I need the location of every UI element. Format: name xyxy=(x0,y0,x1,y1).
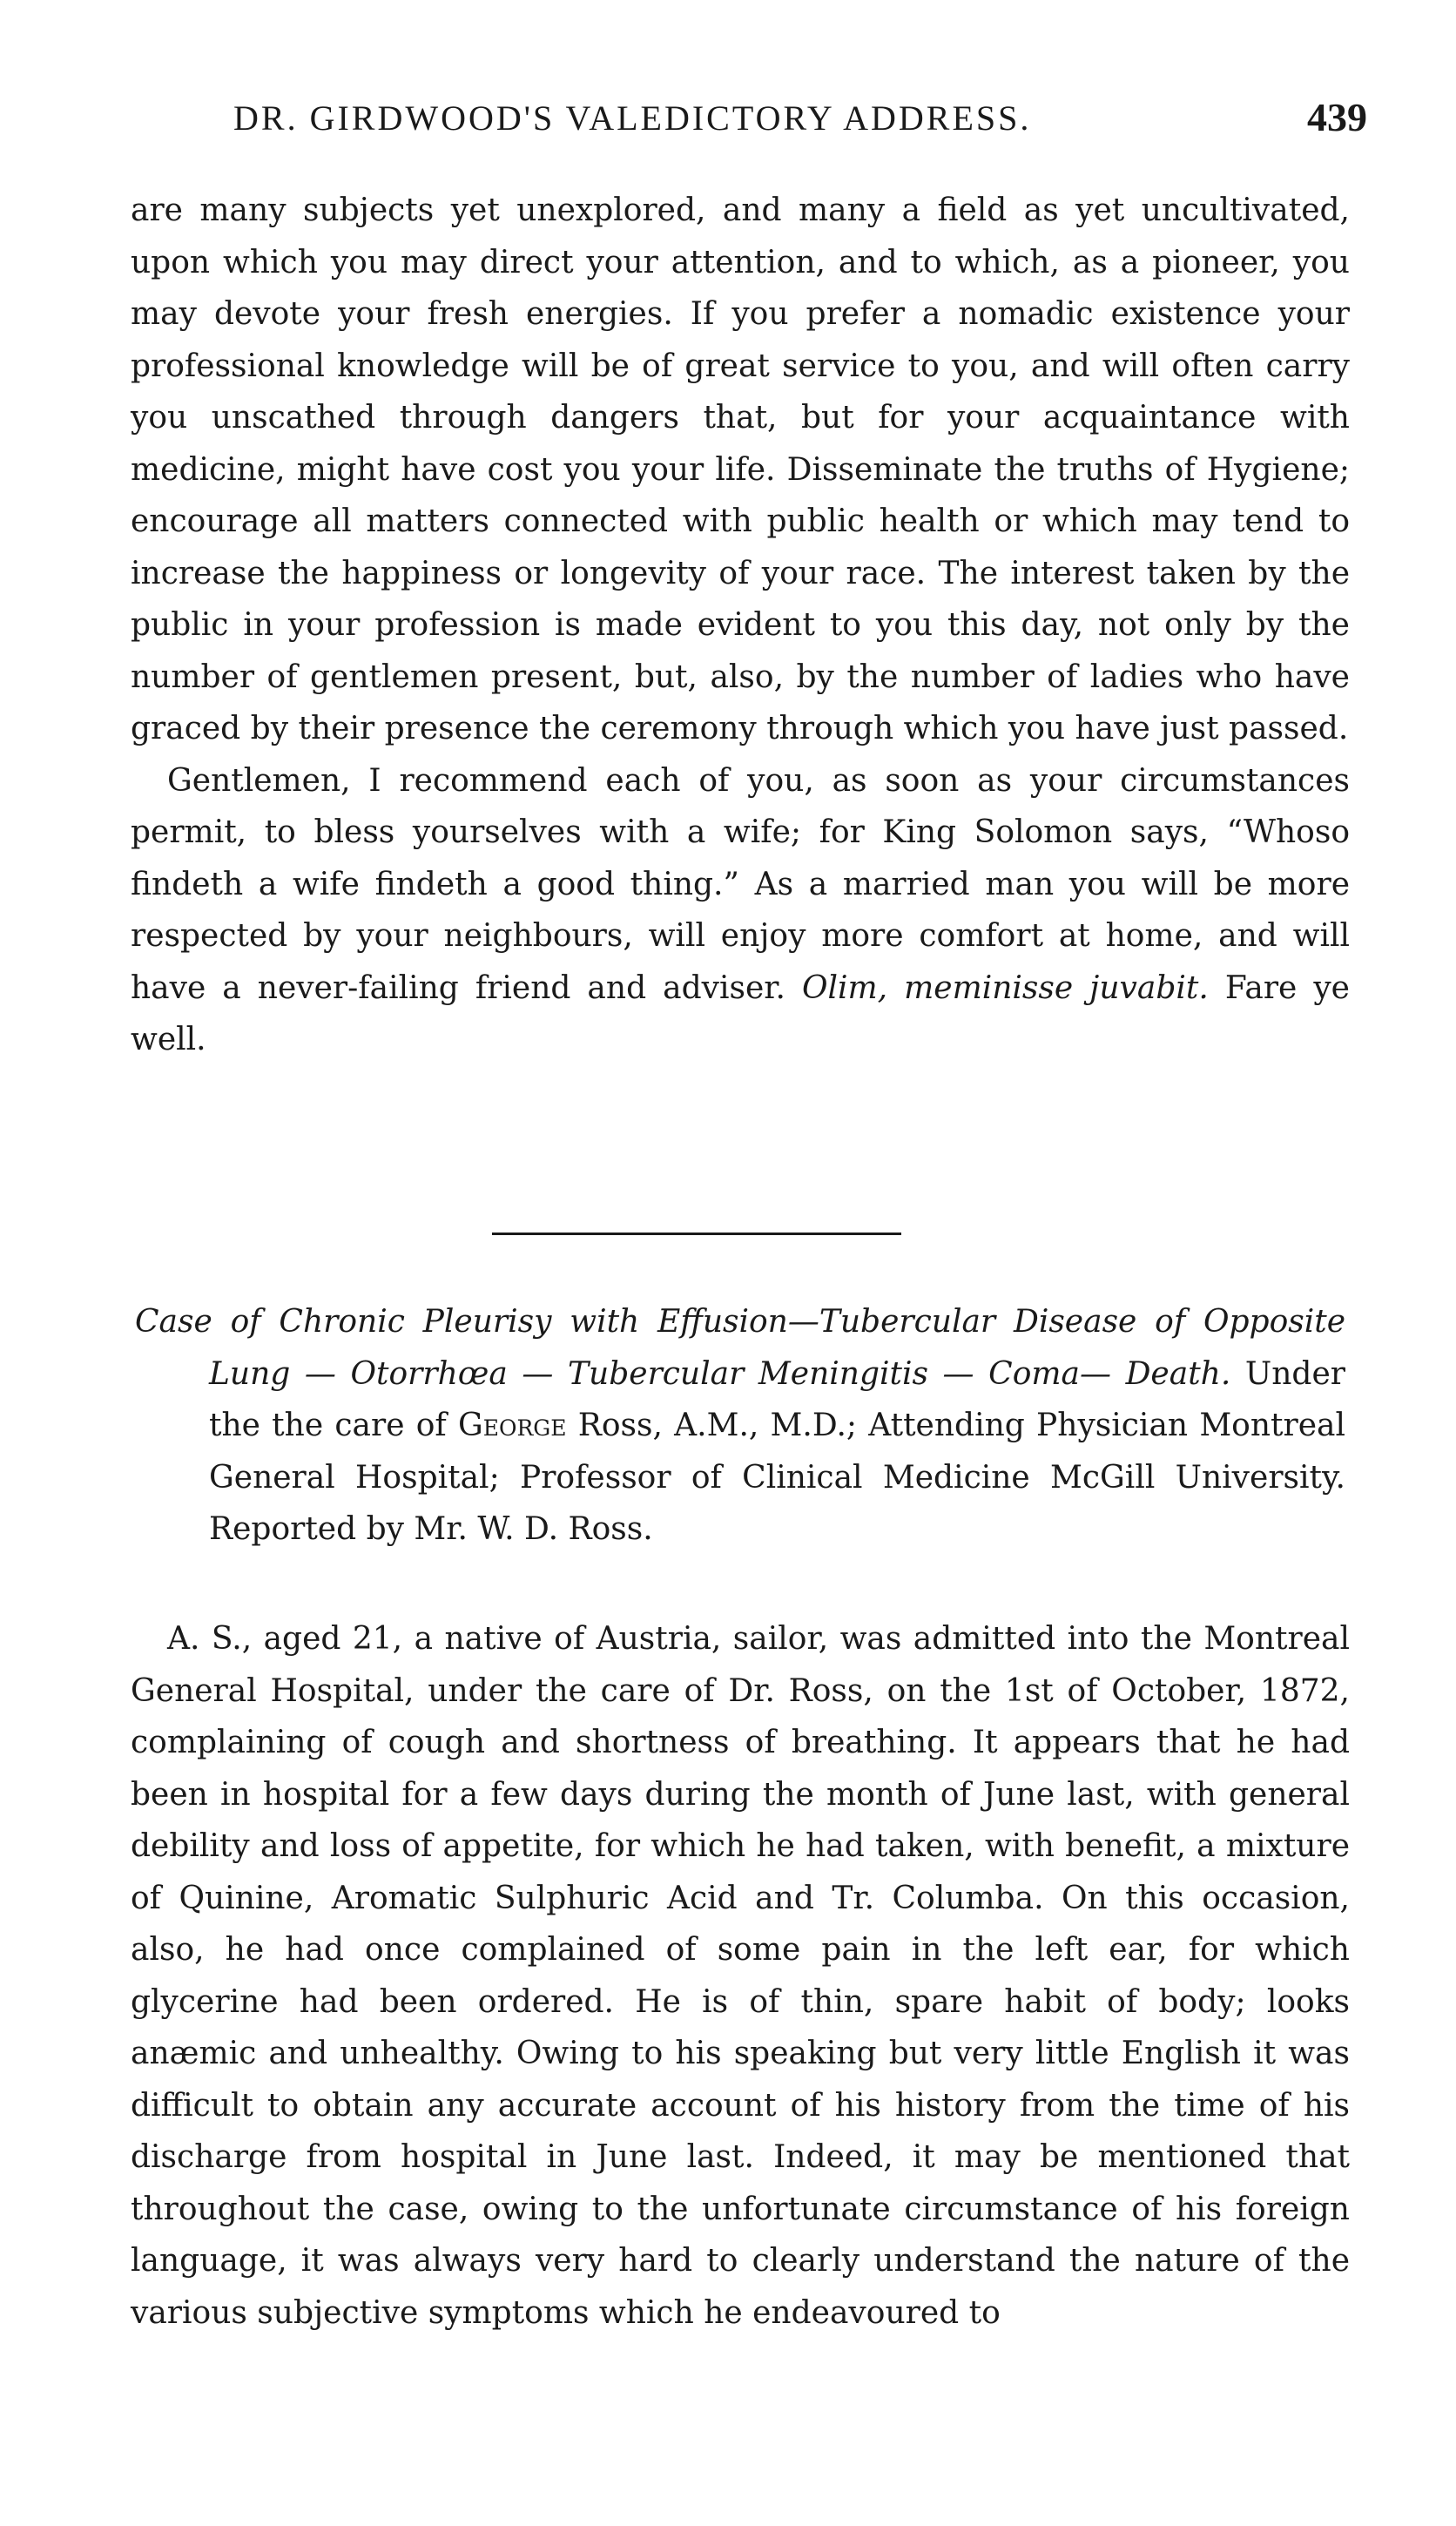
farewell: Fare ye well. xyxy=(131,969,1350,1057)
case-title-block xyxy=(135,1296,1345,1556)
care-details: Ross, A.M., M.D.; Attending Physician Montreal General Hospital; Professor of Clinical Medicine McGill University. Reported by Mr. W. D. Ross. xyxy=(209,1408,1345,1547)
case-title: Case of Chronic Pleurisy with Effusion—Tubercular Disease of Opposite Lung — Otorrhœa — Tubercular Meningitis — Coma— Death. xyxy=(135,1304,1345,1392)
physician-first-name: George xyxy=(457,1408,567,1443)
running-title: DR. GIRDWOOD'S VALEDICTORY ADDRESS. xyxy=(233,98,1032,138)
page-number: 439 xyxy=(1307,95,1367,139)
latin-quote: Olim, meminisse juvabit. xyxy=(802,969,1209,1006)
section-divider xyxy=(492,1233,901,1235)
address-paragraph: are many subjects yet unexplored, and many a field as yet uncultivated, upon which you may direct your attention, and to which, as a pioneer, you may devote your fresh energies. If you prefer a nomadic existence your professional knowledge will be of great service to you, and will often carry you unscathed through dangers that, but for your acquaintance with medicine, might have cost you your life. Disseminate the truths of Hygiene; encourage all matters connected with public health or which may tend to increase the happiness or longevity of your race. The interest taken by the public in your profession is made evident to you this day, not only by the number of gentlemen present, but, also, by the number of ladies who have graced by their presence the ceremony through which you have just passed. xyxy=(131,192,1350,746)
address-text xyxy=(131,185,1350,1066)
address-closing-paragraph xyxy=(131,755,1350,1066)
running-head xyxy=(131,95,1367,150)
care-prefix: Under the the care of xyxy=(209,1355,1345,1443)
case-paragraph: A. S., aged 21, a native of Austria, sailor, was admitted into the Montreal General Hospital, under the care of Dr. Ross, on the 1st of October, 1872, complaining of cough and shortness of breathing. It appears that he had been in hospital for a few days during the month of June last, with general debility and loss of appetite, for which he had taken, with benefit, a mixture of Quinine, Aromatic Sulphuric Acid and Tr. Columba. On this occasion, also, he had once complained of some pain in the left ear, for which glycerine had been ordered. He is of thin, spare habit of body; looks anæmic and unhealthy. Owing to his speaking but very little English it was difficult to obtain any accurate account of his history from the time of his discharge from hospital in June last. Indeed, it may be mentioned that throughout the case, owing to the unfortunate circumstance of his foreign language, it was always very hard to clearly understand the nature of the various subjective symptoms which he endeavoured to xyxy=(131,1621,1350,2331)
case-heading xyxy=(135,1296,1345,1556)
closing-advice: Gentlemen, I recommend each of you, as soon as your circumstances permit, to bless yourselves with a wife; for King Solomon says, “Whoso findeth a wife findeth a good thing.” As a married man you will be more respected by your neighbours, will enjoy more comfort at home, and will have a never-failing friend and adviser. xyxy=(131,762,1350,1006)
case-body xyxy=(131,1613,1350,2339)
